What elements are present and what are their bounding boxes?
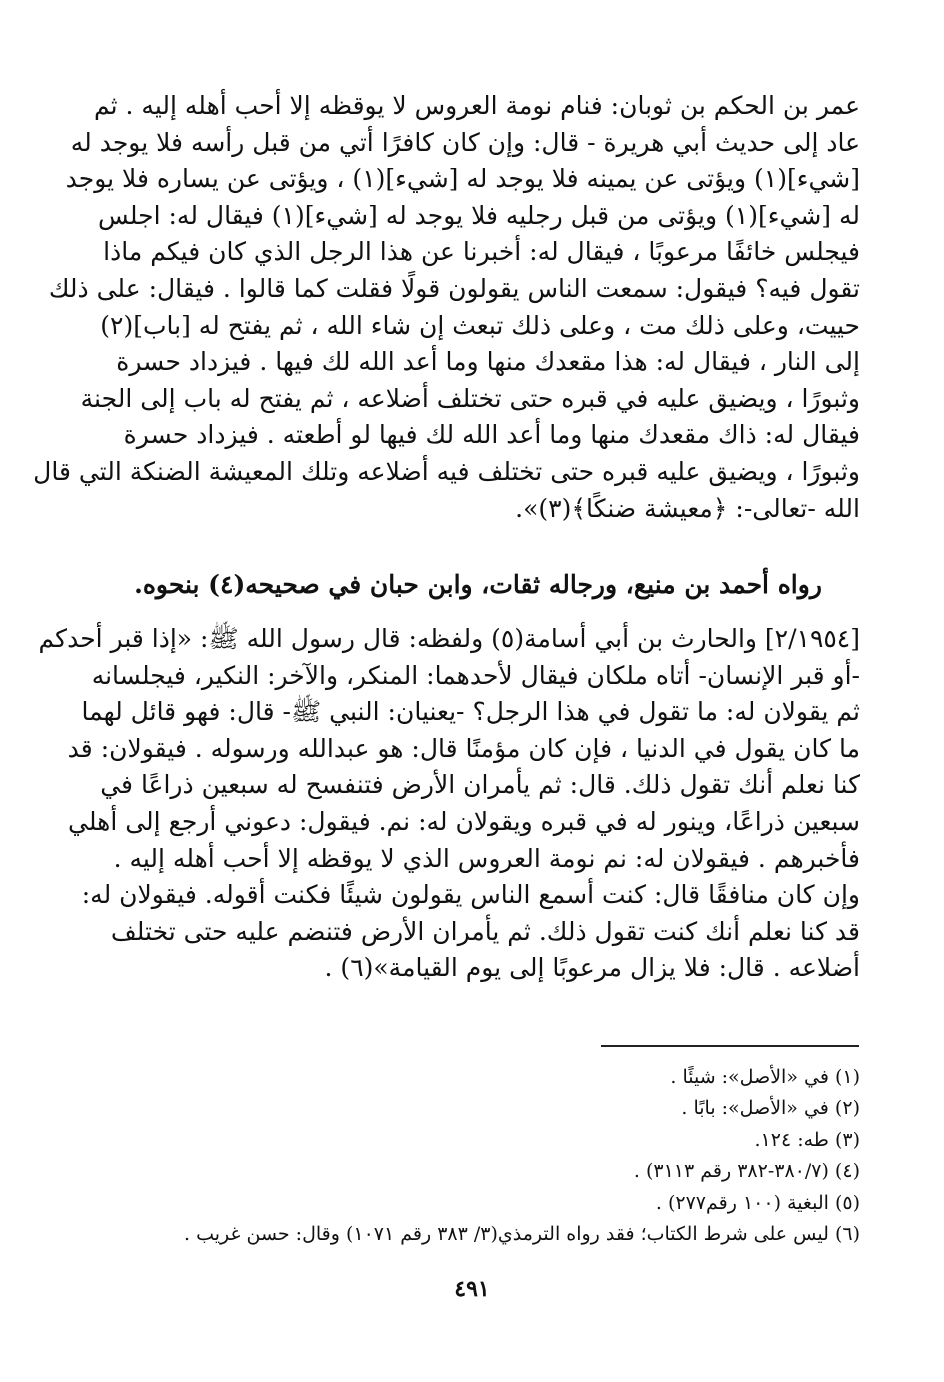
text-line: فأخبرهم . فيقولان له: نم نومة العروس الذي لا يوقظه إلا أحب أهله إليه . xyxy=(113,843,860,873)
text-line: فيجلس خائفًا مرعوبًا ، فيقال له: أخبرنا عن هذا الرجل الذي كان فيكم ماذا xyxy=(103,237,860,267)
text-line: فيقال له: ذاك مقعدك منها وما أعد الله لك فيها لو أطعته . فيزداد حسرة xyxy=(123,420,860,450)
footnote: (٣) طه: ١٢٤. xyxy=(754,1128,860,1151)
text-line: ثم يقولان له: ما تقول في هذا الرجل؟ -يعنيان: النبي ﷺ- قال: فهو قائل لهما xyxy=(81,697,860,727)
paragraph-hadith-continuation xyxy=(33,88,860,527)
text-line: عاد إلى حديث أبي هريرة - قال: وإن كان كافرًا أتي من قبل رأسه فلا يوجد له xyxy=(70,127,860,157)
text-line: ما كان يقول في الدنيا ، فإن كان مؤمنًا قال: هو عبدالله ورسوله . فيقولان: قد xyxy=(67,733,860,763)
paragraph-hadith-1954 xyxy=(38,621,860,987)
footnote: (٦) ليس على شرط الكتاب؛ فقد رواه الترمذي(٣/ ٣٨٣ رقم ١٠٧١) وقال: حسن غريب . xyxy=(184,1223,860,1246)
text-line: إلى النار ، فيقال له: هذا مقعدك منها وما أعد الله لك فيها . فيزداد حسرة xyxy=(116,347,860,377)
footnote: (٢) في «الأصل»: بابًا . xyxy=(681,1097,860,1120)
footnote: (٤) (٣٨٠/٧-٣٨٢ رقم ٣١١٣) . xyxy=(633,1160,860,1183)
text-line: سبعين ذراعًا، وينور له في قبره ويقولان له: نم. فيقول: دعوني أرجع إلى أهلي xyxy=(68,806,860,836)
footnote: (١) في «الأصل»: شيئًا . xyxy=(670,1066,860,1088)
text-line: كنا نعلم أنك تقول ذلك. قال: ثم يأمران الأرض فتنفسح له سبعين ذراعًا في xyxy=(100,770,860,800)
text-line: رواه أحمد بن منيع، ورجاله ثقات، وابن حبان في صحيحه(٤) بنحوه. xyxy=(134,570,822,599)
text-line: [شيء](١) ويؤتى عن يمينه فلا يوجد له [شيء](١) ، ويؤتى عن يساره فلا يوجد xyxy=(65,164,860,194)
text-line: وثبورًا ، ويضيق عليه في قبره حتى تختلف أضلاعه ، ثم يفتح له باب إلى الجنة xyxy=(80,383,860,413)
footnote: (٥) البغية (١٠٠ رقم٢٧٧) . xyxy=(655,1191,860,1214)
paragraph-narration-source xyxy=(96,567,860,603)
page-number: ٤٩١ xyxy=(454,1276,490,1302)
text-line: الله -تعالى-: ﴿معيشة ضنكًا﴾(٣)». xyxy=(515,493,860,523)
text-line: عمر بن الحكم بن ثوبان: فنام نومة العروس لا يوقظه إلا أحب أهله إليه . ثم xyxy=(94,91,860,120)
text-line: تقول فيه؟ فيقول: سمعت الناس يقولون قولًا فقلت كما قالوا . فيقال: على ذلك xyxy=(48,273,860,303)
text-line: وإن كان منافقًا قال: كنت أسمع الناس يقولون شيئًا فكنت أقوله. فيقولان له: xyxy=(81,880,860,910)
text-line: حييت، وعلى ذلك مت ، وعلى ذلك تبعث إن شاء الله ، ثم يفتح له [باب](٢) xyxy=(100,310,860,340)
footnote-divider xyxy=(601,1045,859,1047)
text-line: له [شيء](١) ويؤتى من قبل رجليه فلا يوجد له [شيء](١) فيقال له: اجلس xyxy=(98,200,860,230)
text-line: [٢/١٩٥٤] والحارث بن أبي أسامة(٥) ولفظه: قال رسول الله ﷺ: «إذا قبر أحدكم xyxy=(38,624,860,653)
text-line: وثبورًا ، ويضيق عليه قبره حتى تختلف فيه أضلاعه وتلك المعيشة الضنكة التي قال xyxy=(33,456,860,486)
footnotes xyxy=(96,1062,860,1250)
text-line: -أو قبر الإنسان- أتاه ملكان فيقال لأحدهما: المنكر، والآخر: النكير، فيجلسانه xyxy=(91,660,860,690)
text-line: أضلاعه . قال: فلا يزال مرعوبًا إلى يوم القيامة»(٦) . xyxy=(324,953,860,983)
text-line: قد كنا نعلم أنك كنت تقول ذلك. ثم يأمران الأرض فتنضم عليه حتى تختلف xyxy=(110,916,860,946)
